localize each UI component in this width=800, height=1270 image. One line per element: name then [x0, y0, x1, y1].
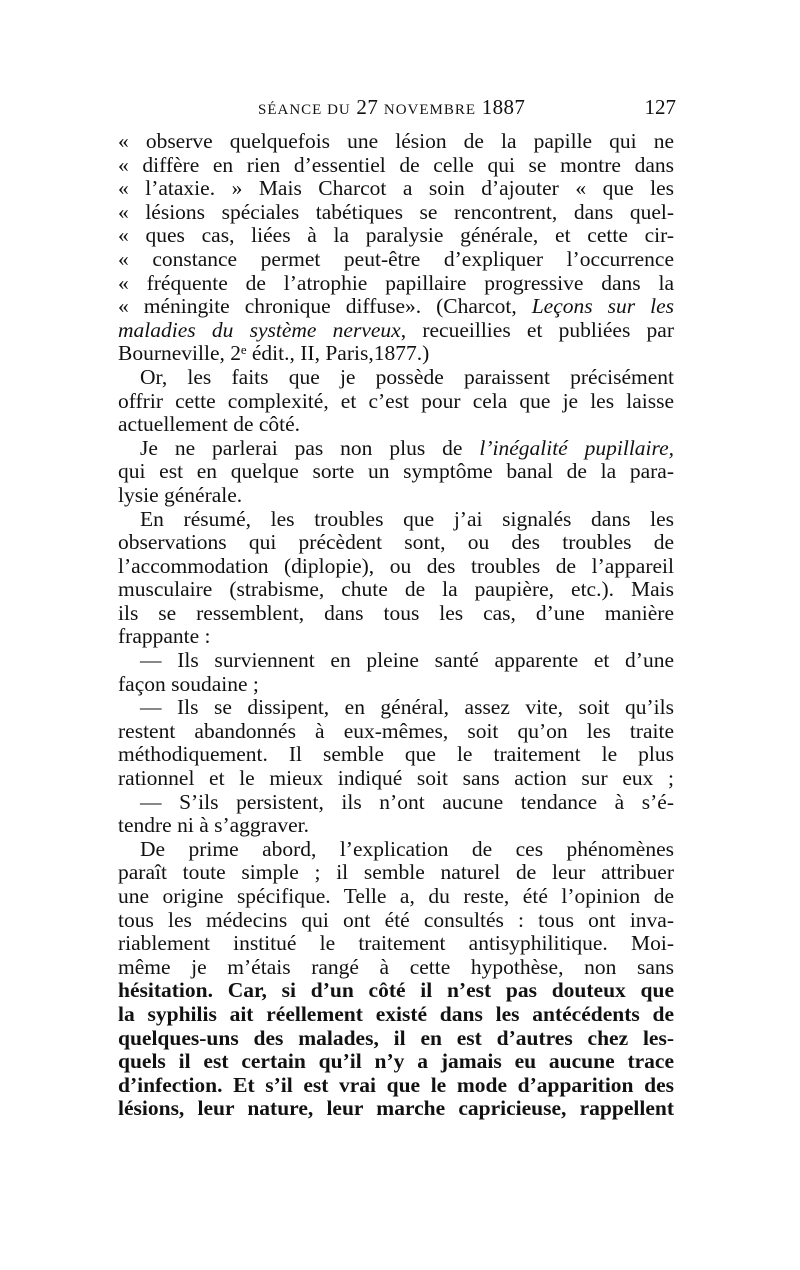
text-line — [118, 460, 674, 484]
text-line — [118, 319, 674, 343]
text-run: Bourneville, 2ᵉ édit., II, Paris,1877.) — [118, 341, 430, 366]
text-line — [118, 814, 674, 838]
text-line — [118, 979, 674, 1003]
text-line — [118, 1027, 674, 1051]
text-run: la syphilis ait réellement existé dans les antécédents de — [118, 1001, 674, 1026]
text-run: « l’ataxie. » Mais Charcot a soin d’ajouter « que les — [118, 176, 674, 201]
text-line — [118, 1074, 674, 1098]
text-run: paraît toute simple ; il semble naturel de leur attribuer — [118, 860, 674, 885]
text-run: façon soudaine ; — [118, 671, 259, 696]
text-line — [118, 177, 674, 201]
text-line — [118, 272, 674, 296]
running-title — [258, 92, 525, 125]
text-line — [118, 484, 674, 508]
text-run: — S’ils persistent, ils n’ont aucune tendance à s’é- — [140, 789, 674, 814]
text-line — [118, 885, 674, 909]
running-title-date: 27 — [356, 95, 379, 119]
text-run: rationnel et le mieux indiqué soit sans action sur eux ; — [118, 766, 674, 791]
text-line — [118, 861, 674, 885]
text-run: « fréquente de l’atrophie papillaire progressive dans la — [118, 270, 674, 295]
text-line — [118, 154, 674, 178]
text-run: lésions, leur nature, leur marche capricieuse, rappellent — [118, 1096, 674, 1121]
text-run: offrir cette complexité, et c’est pour cela que je les laisse — [118, 388, 674, 413]
text-line — [118, 932, 674, 956]
text-run: hésitation. Car, si d’un côté il n’est pas douteux que — [118, 978, 674, 1003]
text-line — [118, 342, 674, 366]
italic-run: l’inégalité pupillaire, — [479, 435, 675, 460]
text-line — [118, 413, 674, 437]
text-run: « diffère en rien d’essentiel de celle qui se montre dans — [118, 152, 674, 177]
text-run: frappante : — [118, 624, 211, 649]
body-text — [118, 130, 674, 1121]
text-run: observations qui précèdent sont, ou des troubles de — [118, 530, 674, 555]
running-title-year: 1887 — [481, 95, 526, 119]
text-line — [118, 531, 674, 555]
text-line — [118, 555, 674, 579]
text-run: Je ne parlerai pas non plus de — [140, 435, 480, 460]
text-run: ils se ressemblent, dans tous les cas, d’une manière — [118, 600, 674, 625]
text-line — [118, 791, 674, 815]
text-run: « ques cas, liées à la paralysie générale, et cette cir- — [118, 223, 674, 248]
text-line — [118, 1050, 674, 1074]
italic-run: maladies du système nerveux — [118, 317, 401, 342]
text-line — [118, 625, 674, 649]
running-title-part2: NOVEMBRE — [383, 102, 477, 118]
text-run: musculaire (strabisme, chute de la paupière, etc.). Mais — [118, 577, 674, 602]
text-run: actuellement de côté. — [118, 412, 301, 437]
text-run: lysie générale. — [118, 482, 243, 507]
italic-run: Leçons sur les — [531, 294, 674, 319]
text-line — [118, 696, 674, 720]
text-line — [118, 956, 674, 980]
text-line — [118, 578, 674, 602]
text-line — [118, 838, 674, 862]
text-run: tendre ni à s’aggraver. — [118, 813, 310, 838]
text-line — [118, 366, 674, 390]
text-line — [118, 1097, 674, 1121]
text-line — [118, 224, 674, 248]
text-run: En résumé, les troubles que j’ai signalés dans les — [140, 506, 674, 531]
text-line — [118, 602, 674, 626]
text-run: une origine spécifique. Telle a, du reste, été l’opinion de — [118, 884, 674, 908]
text-line — [118, 673, 674, 697]
text-run: « observe quelquefois une lésion de la papille qui ne — [118, 129, 674, 153]
page-number: 127 — [644, 95, 676, 119]
text-line — [118, 295, 674, 319]
text-run-after: , recueillies et publiées par — [400, 317, 674, 342]
running-title-part1: SÉANCE DU — [258, 102, 351, 118]
text-run: De prime abord, l’explication de ces phénomènes — [140, 836, 674, 861]
text-run: l’accommodation (diplopie), ou des troubles de l’appareil — [118, 553, 674, 578]
text-run: — Ils surviennent en pleine santé apparente et d’une — [140, 648, 674, 673]
text-run: « lésions spéciales tabétiques se rencontrent, dans quel- — [118, 199, 674, 224]
text-run: restent abandonnés à eux-mêmes, soit qu’on les traite — [118, 718, 674, 743]
text-line — [118, 649, 674, 673]
text-line — [118, 1003, 674, 1027]
text-run: quels il est certain qu’il n’y a jamais eu aucune trace — [118, 1049, 674, 1074]
text-line — [118, 743, 674, 767]
text-run: « constance permet peut-être d’expliquer l’occurrence — [118, 246, 674, 271]
text-run: tous les médecins qui ont été consultés : tous ont inva- — [118, 907, 674, 932]
text-line — [118, 767, 674, 791]
text-run: même je m’étais rangé à cette hypothèse, non sans — [118, 954, 674, 979]
text-run: — Ils se dissipent, en général, assez vite, soit qu’ils — [140, 695, 674, 720]
text-line — [118, 508, 674, 532]
text-line — [118, 390, 674, 414]
text-run: d’infection. Et s’il est vrai que le mode d’apparition des — [118, 1072, 674, 1097]
text-run: qui est en quelque sorte un symptôme banal de la para- — [118, 459, 674, 484]
text-line — [118, 720, 674, 744]
text-line — [118, 248, 674, 272]
text-run: « méningite chronique diffuse». (Charcot, — [118, 294, 532, 319]
text-run: méthodiquement. Il semble que le traitement le plus — [118, 742, 674, 767]
text-line — [118, 909, 674, 933]
text-line — [118, 130, 674, 154]
text-run: riablement institué le traitement antisyphilitique. Moi- — [118, 931, 674, 956]
text-run: Or, les faits que je possède paraissent précisément — [140, 364, 674, 389]
page-header — [120, 92, 676, 122]
text-line — [118, 437, 674, 461]
text-line — [118, 201, 674, 225]
text-run: quelques-uns des malades, il en est d’autres chez les- — [118, 1025, 674, 1050]
